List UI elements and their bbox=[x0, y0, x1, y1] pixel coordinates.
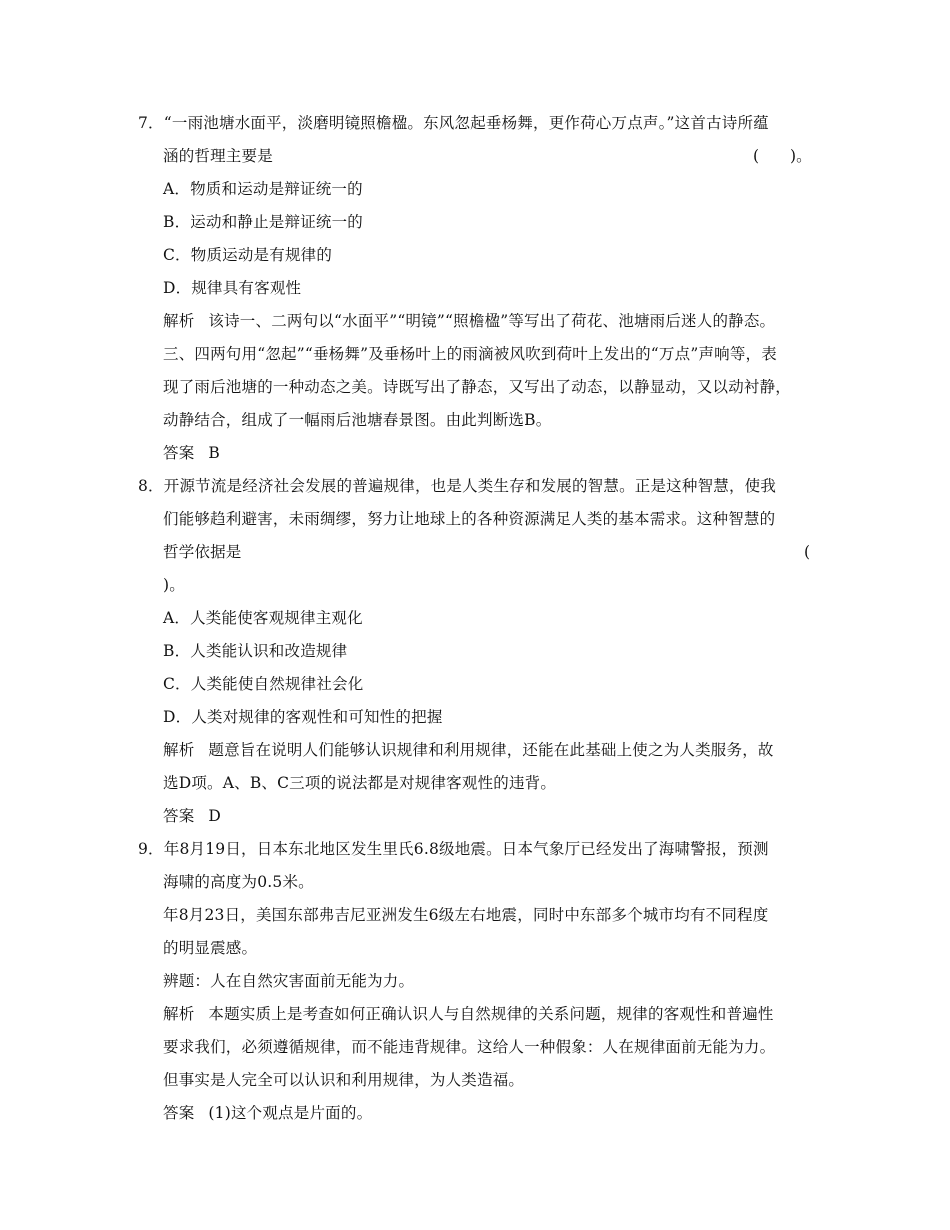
q7-answer-slot: ( )。 bbox=[753, 147, 812, 165]
q7-analysis-line-2: 三、四两句用“忽起”“垂杨舞”及垂杨叶上的雨滴被风吹到荷叶上发出的“万点”声响等，表 bbox=[163, 345, 777, 363]
q9-analysis-line-3: 但事实是人完全可以认识和利用规律，为人类造福。 bbox=[163, 1071, 525, 1089]
q9-number: 9． bbox=[138, 840, 164, 858]
q7-option-b: B．运动和静止是辩证统一的 bbox=[163, 213, 363, 231]
q7-answer-label: 答案 bbox=[163, 444, 195, 462]
q8-answer-slot-open: ( bbox=[804, 543, 811, 561]
q9-analysis-line-1 bbox=[163, 1004, 774, 1024]
q8-answer-label: 答案 bbox=[163, 807, 195, 825]
q9-debate-topic: 辨题：人在自然灾害面前无能为力。 bbox=[163, 972, 415, 990]
q7-answer-line bbox=[163, 443, 220, 463]
q8-stem-text-1: 开源节流是经济社会发展的普遍规律，也是人类生存和发展的智慧。正是这种智慧，使我 bbox=[163, 477, 777, 495]
q9-stem-line-4: 的明显震感。 bbox=[163, 939, 258, 957]
q9-stem-line-2: 海啸的高度为0.5米。 bbox=[163, 873, 314, 891]
q7-option-c: C．物质运动是有规律的 bbox=[163, 246, 333, 264]
q8-analysis-line-1 bbox=[163, 740, 774, 760]
q7-option-d: D．规律具有客观性 bbox=[163, 279, 302, 297]
q7-analysis-label: 解析 bbox=[163, 312, 195, 330]
q8-stem-line-3: 哲学依据是 bbox=[163, 543, 242, 561]
q9-answer-label: 答案 bbox=[163, 1104, 195, 1122]
q9-analysis-line-2: 要求我们，必须遵循规律，而不能违背规律。这给人一种假象：人在规律面前无能为力。 bbox=[163, 1038, 776, 1056]
q9-analysis-label: 解析 bbox=[163, 1005, 195, 1023]
q7-number: 7． bbox=[138, 114, 164, 132]
q8-option-b: B．人类能认识和改造规律 bbox=[163, 642, 348, 660]
q9-stem-line-1 bbox=[138, 839, 769, 859]
q8-option-a: A．人类能使客观规律主观化 bbox=[163, 609, 363, 627]
q9-answer: (1)这个观点是片面的。 bbox=[208, 1104, 373, 1122]
q9-answer-line bbox=[163, 1103, 372, 1123]
q8-stem-line-2: 们能够趋利避害，未雨绸缪，努力让地球上的各种资源满足人类的基本需求。这种智慧的 bbox=[163, 510, 776, 528]
q7-option-a: A．物质和运动是辩证统一的 bbox=[163, 180, 363, 198]
q8-answer-slot-close: )。 bbox=[163, 576, 185, 594]
q7-analysis-line-3: 现了雨后池塘的一种动态之美。诗既写出了静态，又写出了动态，以静显动，又以动衬静， bbox=[163, 378, 792, 396]
q7-analysis-text-1: 该诗一、二两句以“水面平”“明镜”“照檐楹”等写出了荷花、池塘雨后迷人的静态。 bbox=[208, 312, 776, 330]
q8-option-d: D．人类对规律的客观性和可知性的把握 bbox=[163, 708, 443, 726]
q8-number: 8． bbox=[138, 477, 164, 495]
q8-answer: D bbox=[208, 807, 222, 825]
q8-option-c: C．人类能使自然规律社会化 bbox=[163, 675, 364, 693]
q7-analysis-line-1 bbox=[163, 311, 775, 331]
q9-stem-text-1: 年8月19日，日本东北地区发生里氏6.8级地震。日本气象厅已经发出了海啸警报，预测 bbox=[163, 840, 769, 858]
q7-answer: B bbox=[208, 444, 220, 462]
q8-analysis-line-2: 选D项。A、B、C三项的说法都是对规律客观性的违背。 bbox=[163, 774, 557, 792]
q8-analysis-label: 解析 bbox=[163, 741, 195, 759]
q8-answer-line bbox=[163, 806, 221, 826]
q8-analysis-text-1: 题意旨在说明人们能够认识规律和利用规律，还能在此基础上使之为人类服务，故 bbox=[208, 741, 774, 759]
q9-analysis-text-1: 本题实质上是考查如何正确认识人与自然规律的关系问题，规律的客观性和普遍性 bbox=[208, 1005, 774, 1023]
q7-analysis-line-4: 动静结合，组成了一幅雨后池塘春景图。由此判断选B。 bbox=[163, 411, 552, 429]
q7-stem-line-1 bbox=[138, 113, 769, 133]
q8-stem-line-1 bbox=[138, 476, 776, 496]
q9-stem-line-3: 年8月23日，美国东部弗吉尼亚洲发生6级左右地震，同时中东部多个城市均有不同程度 bbox=[163, 906, 769, 924]
q7-stem-line-2: 涵的哲理主要是 bbox=[163, 147, 273, 165]
q7-stem-text-1: “一雨池塘水面平，淡磨明镜照檐楹。东风忽起垂杨舞，更作荷心万点声。”这首古诗所蕴 bbox=[163, 114, 769, 132]
